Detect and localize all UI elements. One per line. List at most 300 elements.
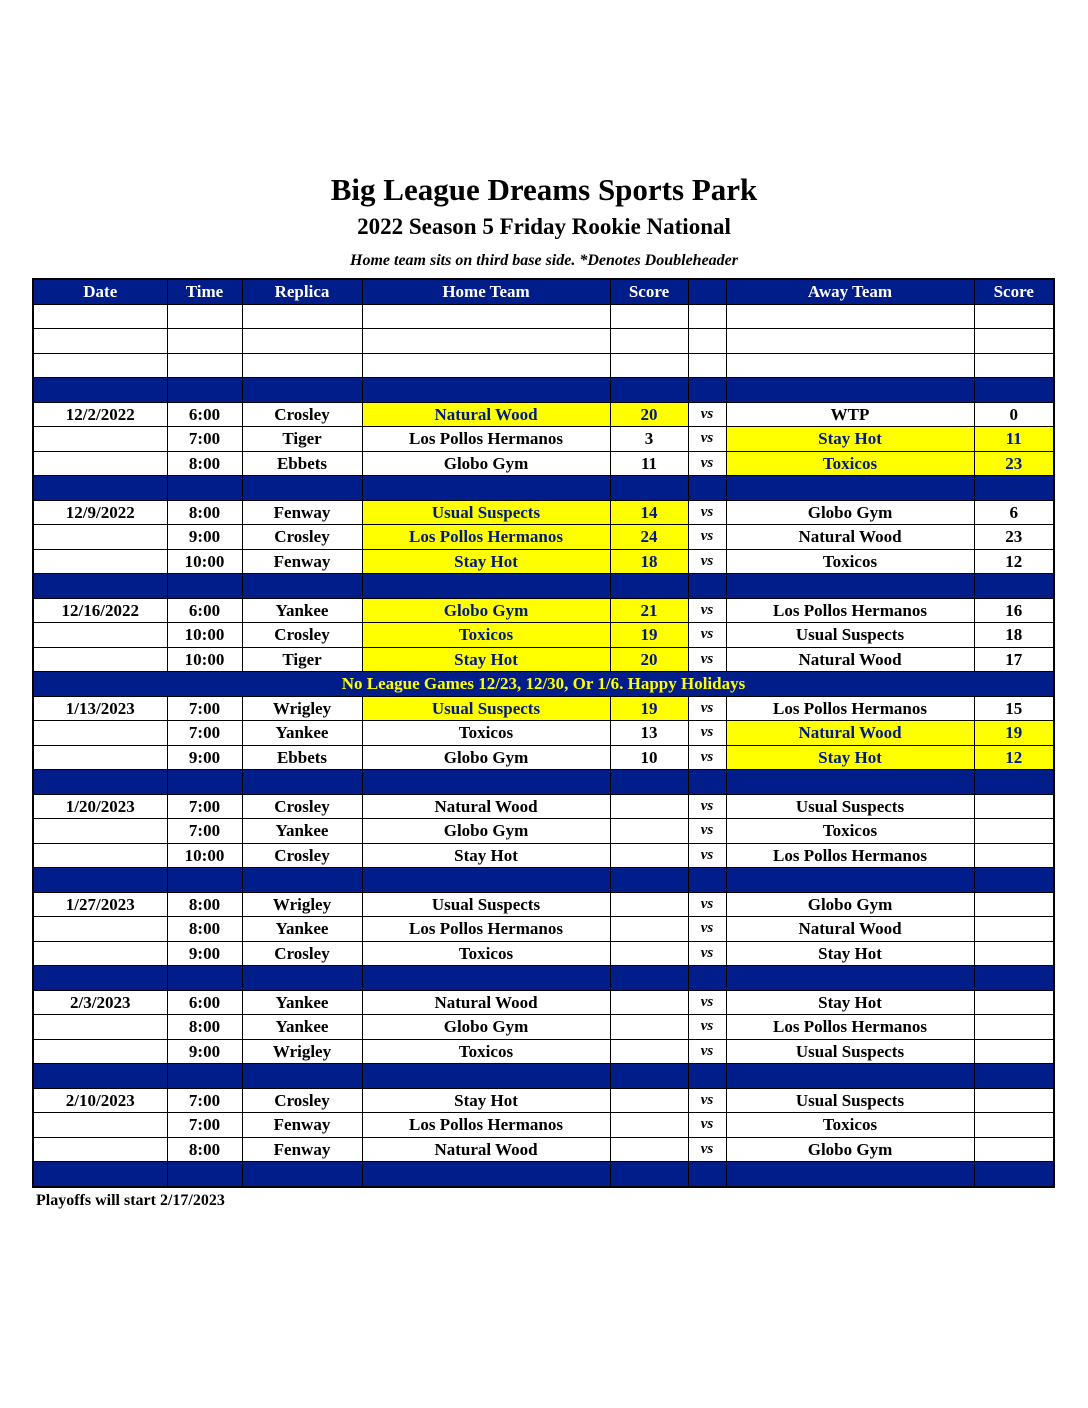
- date-cell: 1/13/2023: [33, 696, 167, 721]
- date-cell: [33, 647, 167, 672]
- separator-row: [33, 1064, 1054, 1089]
- header-note: Home team sits on third base side. *Denotes Doubleheader: [350, 252, 738, 269]
- home-score-cell: [610, 819, 688, 844]
- date-cell: [33, 623, 167, 648]
- game-row: [33, 1113, 1054, 1138]
- time-cell: 7:00: [167, 696, 242, 721]
- time-cell: 7:00: [167, 721, 242, 746]
- home-team-cell: Toxicos: [362, 941, 610, 966]
- replica-cell: Crosley: [242, 1088, 362, 1113]
- schedule-table: [32, 278, 1055, 1188]
- empty-cell: [688, 353, 726, 378]
- game-row: [33, 892, 1054, 917]
- away-team-cell: Stay Hot: [726, 745, 974, 770]
- empty-cell: [33, 868, 167, 893]
- date-cell: [33, 451, 167, 476]
- replica-cell: Yankee: [242, 990, 362, 1015]
- empty-cell: [33, 304, 167, 329]
- home-score-cell: [610, 1137, 688, 1162]
- time-cell: 10:00: [167, 843, 242, 868]
- empty-cell: [726, 868, 974, 893]
- home-team-cell: Usual Suspects: [362, 696, 610, 721]
- date-cell: 12/9/2022: [33, 500, 167, 525]
- date-cell: [33, 1039, 167, 1064]
- date-cell: 2/10/2023: [33, 1088, 167, 1113]
- time-cell: 7:00: [167, 427, 242, 452]
- empty-cell: [167, 868, 242, 893]
- empty-cell: [362, 574, 610, 599]
- replica-cell: Wrigley: [242, 1039, 362, 1064]
- vs-cell: vs: [688, 941, 726, 966]
- vs-cell: vs: [688, 427, 726, 452]
- away-score-cell: [974, 843, 1054, 868]
- empty-cell: [33, 574, 167, 599]
- empty-cell: [974, 329, 1054, 354]
- empty-cell: [610, 329, 688, 354]
- empty-cell: [33, 770, 167, 795]
- home-team-cell: Toxicos: [362, 721, 610, 746]
- away-score-cell: [974, 1113, 1054, 1138]
- col-header-date: Date: [33, 279, 167, 304]
- home-team-cell: Los Pollos Hermanos: [362, 427, 610, 452]
- vs-cell: vs: [688, 1039, 726, 1064]
- home-team-cell: Stay Hot: [362, 843, 610, 868]
- schedule-body: [33, 304, 1054, 1187]
- home-team-cell: Natural Wood: [362, 990, 610, 1015]
- empty-cell: [33, 329, 167, 354]
- home-team-cell: Stay Hot: [362, 1088, 610, 1113]
- empty-cell: [167, 1064, 242, 1089]
- home-score-cell: [610, 941, 688, 966]
- home-team-cell: Globo Gym: [362, 819, 610, 844]
- game-row: [33, 990, 1054, 1015]
- empty-cell: [362, 353, 610, 378]
- home-score-cell: 13: [610, 721, 688, 746]
- home-team-cell: Globo Gym: [362, 451, 610, 476]
- empty-cell: [167, 574, 242, 599]
- replica-cell: Ebbets: [242, 745, 362, 770]
- home-score-cell: 19: [610, 623, 688, 648]
- page-subtitle: 2022 Season 5 Friday Rookie National: [357, 214, 731, 239]
- empty-cell: [974, 378, 1054, 403]
- time-cell: 7:00: [167, 794, 242, 819]
- col-header-replica: Replica: [242, 279, 362, 304]
- date-cell: 1/20/2023: [33, 794, 167, 819]
- away-score-cell: 23: [974, 451, 1054, 476]
- time-cell: 7:00: [167, 819, 242, 844]
- date-cell: [33, 1113, 167, 1138]
- replica-cell: Crosley: [242, 623, 362, 648]
- away-score-cell: 6: [974, 500, 1054, 525]
- away-team-cell: Stay Hot: [726, 427, 974, 452]
- col-header-away-score: Score: [974, 279, 1054, 304]
- date-cell: 2/3/2023: [33, 990, 167, 1015]
- empty-cell: [610, 574, 688, 599]
- col-header-away-team: Away Team: [726, 279, 974, 304]
- empty-cell: [242, 966, 362, 991]
- separator-row: [33, 868, 1054, 893]
- time-cell: 8:00: [167, 917, 242, 942]
- date-cell: [33, 941, 167, 966]
- empty-cell: [726, 966, 974, 991]
- game-row: [33, 721, 1054, 746]
- time-cell: 6:00: [167, 402, 242, 427]
- away-score-cell: [974, 917, 1054, 942]
- away-team-cell: Los Pollos Hermanos: [726, 843, 974, 868]
- time-cell: 10:00: [167, 549, 242, 574]
- empty-cell: [974, 770, 1054, 795]
- time-cell: 8:00: [167, 1137, 242, 1162]
- vs-cell: vs: [688, 500, 726, 525]
- empty-cell: [610, 868, 688, 893]
- time-cell: 9:00: [167, 525, 242, 550]
- time-cell: 9:00: [167, 1039, 242, 1064]
- empty-cell: [688, 304, 726, 329]
- vs-cell: vs: [688, 402, 726, 427]
- away-team-cell: Natural Wood: [726, 917, 974, 942]
- game-row: [33, 745, 1054, 770]
- blank-row: [33, 304, 1054, 329]
- away-score-cell: 0: [974, 402, 1054, 427]
- home-team-cell: Natural Wood: [362, 402, 610, 427]
- away-score-cell: 12: [974, 745, 1054, 770]
- vs-cell: vs: [688, 745, 726, 770]
- game-row: [33, 623, 1054, 648]
- empty-cell: [33, 353, 167, 378]
- separator-row: [33, 378, 1054, 403]
- home-team-cell: Globo Gym: [362, 1015, 610, 1040]
- empty-cell: [362, 966, 610, 991]
- col-header-home-score: Score: [610, 279, 688, 304]
- game-row: [33, 696, 1054, 721]
- empty-cell: [610, 304, 688, 329]
- col-header-vs: [688, 279, 726, 304]
- away-score-cell: [974, 1137, 1054, 1162]
- date-cell: [33, 1015, 167, 1040]
- empty-cell: [688, 1064, 726, 1089]
- time-cell: 8:00: [167, 1015, 242, 1040]
- empty-cell: [610, 966, 688, 991]
- home-team-cell: Toxicos: [362, 623, 610, 648]
- game-row: [33, 1088, 1054, 1113]
- home-score-cell: [610, 1039, 688, 1064]
- vs-cell: vs: [688, 647, 726, 672]
- vs-cell: vs: [688, 696, 726, 721]
- empty-cell: [726, 574, 974, 599]
- replica-cell: Crosley: [242, 525, 362, 550]
- home-score-cell: 21: [610, 598, 688, 623]
- separator-row: [33, 966, 1054, 991]
- empty-cell: [242, 329, 362, 354]
- empty-cell: [33, 476, 167, 501]
- game-row: [33, 1015, 1054, 1040]
- empty-cell: [688, 476, 726, 501]
- date-cell: [33, 525, 167, 550]
- time-cell: 9:00: [167, 745, 242, 770]
- vs-cell: vs: [688, 451, 726, 476]
- home-score-cell: 3: [610, 427, 688, 452]
- empty-cell: [688, 1162, 726, 1187]
- empty-cell: [167, 329, 242, 354]
- header-row: [33, 279, 1054, 304]
- away-team-cell: Toxicos: [726, 819, 974, 844]
- date-cell: [33, 721, 167, 746]
- empty-cell: [726, 1064, 974, 1089]
- date-cell: 12/2/2022: [33, 402, 167, 427]
- game-row: [33, 451, 1054, 476]
- home-score-cell: 20: [610, 402, 688, 427]
- time-cell: 7:00: [167, 1088, 242, 1113]
- playoffs-note: Playoffs will start 2/17/2023: [36, 1192, 225, 1209]
- separator-row: [33, 476, 1054, 501]
- empty-cell: [688, 574, 726, 599]
- empty-cell: [167, 770, 242, 795]
- date-cell: [33, 745, 167, 770]
- empty-cell: [688, 966, 726, 991]
- time-cell: 6:00: [167, 990, 242, 1015]
- game-row: [33, 402, 1054, 427]
- empty-cell: [726, 353, 974, 378]
- empty-cell: [688, 868, 726, 893]
- replica-cell: Ebbets: [242, 451, 362, 476]
- home-score-cell: [610, 1113, 688, 1138]
- home-score-cell: 10: [610, 745, 688, 770]
- time-cell: 6:00: [167, 598, 242, 623]
- vs-cell: vs: [688, 843, 726, 868]
- away-team-cell: Los Pollos Hermanos: [726, 598, 974, 623]
- empty-cell: [242, 1162, 362, 1187]
- home-score-cell: 18: [610, 549, 688, 574]
- empty-cell: [33, 1064, 167, 1089]
- time-cell: 10:00: [167, 623, 242, 648]
- empty-cell: [242, 868, 362, 893]
- away-score-cell: 15: [974, 696, 1054, 721]
- empty-cell: [362, 304, 610, 329]
- empty-cell: [362, 329, 610, 354]
- empty-cell: [242, 476, 362, 501]
- away-team-cell: Natural Wood: [726, 525, 974, 550]
- empty-cell: [974, 476, 1054, 501]
- home-team-cell: Globo Gym: [362, 598, 610, 623]
- home-score-cell: [610, 892, 688, 917]
- away-team-cell: Stay Hot: [726, 990, 974, 1015]
- page-title: Big League Dreams Sports Park: [330, 172, 758, 207]
- replica-cell: Yankee: [242, 721, 362, 746]
- time-cell: 8:00: [167, 892, 242, 917]
- date-cell: 1/27/2023: [33, 892, 167, 917]
- time-cell: 7:00: [167, 1113, 242, 1138]
- replica-cell: Tiger: [242, 427, 362, 452]
- home-team-cell: Natural Wood: [362, 794, 610, 819]
- empty-cell: [167, 353, 242, 378]
- date-cell: [33, 1137, 167, 1162]
- empty-cell: [974, 966, 1054, 991]
- empty-cell: [726, 770, 974, 795]
- empty-cell: [362, 476, 610, 501]
- empty-cell: [610, 353, 688, 378]
- game-row: [33, 598, 1054, 623]
- date-cell: [33, 549, 167, 574]
- empty-cell: [362, 1064, 610, 1089]
- away-team-cell: Natural Wood: [726, 647, 974, 672]
- holiday-banner: No League Games 12/23, 12/30, Or 1/6. Happy Holidays: [33, 672, 1054, 697]
- empty-cell: [167, 1162, 242, 1187]
- vs-cell: vs: [688, 892, 726, 917]
- home-score-cell: [610, 1015, 688, 1040]
- home-team-cell: Globo Gym: [362, 745, 610, 770]
- replica-cell: Yankee: [242, 819, 362, 844]
- away-team-cell: WTP: [726, 402, 974, 427]
- home-team-cell: Stay Hot: [362, 647, 610, 672]
- replica-cell: Yankee: [242, 598, 362, 623]
- away-team-cell: Usual Suspects: [726, 623, 974, 648]
- blank-row: [33, 353, 1054, 378]
- away-score-cell: [974, 1088, 1054, 1113]
- away-score-cell: [974, 990, 1054, 1015]
- home-score-cell: [610, 990, 688, 1015]
- vs-cell: vs: [688, 623, 726, 648]
- empty-cell: [167, 966, 242, 991]
- home-score-cell: [610, 843, 688, 868]
- away-team-cell: Natural Wood: [726, 721, 974, 746]
- home-team-cell: Usual Suspects: [362, 892, 610, 917]
- away-score-cell: [974, 794, 1054, 819]
- game-row: [33, 549, 1054, 574]
- replica-cell: Crosley: [242, 941, 362, 966]
- game-row: [33, 427, 1054, 452]
- col-header-home-team: Home Team: [362, 279, 610, 304]
- time-cell: 10:00: [167, 647, 242, 672]
- empty-cell: [974, 868, 1054, 893]
- empty-cell: [610, 770, 688, 795]
- away-team-cell: Los Pollos Hermanos: [726, 1015, 974, 1040]
- blank-row: [33, 329, 1054, 354]
- replica-cell: Wrigley: [242, 696, 362, 721]
- time-cell: 9:00: [167, 941, 242, 966]
- replica-cell: Crosley: [242, 794, 362, 819]
- away-team-cell: Toxicos: [726, 451, 974, 476]
- away-team-cell: Globo Gym: [726, 892, 974, 917]
- away-score-cell: 11: [974, 427, 1054, 452]
- home-score-cell: 14: [610, 500, 688, 525]
- empty-cell: [33, 1162, 167, 1187]
- game-row: [33, 1039, 1054, 1064]
- away-team-cell: Toxicos: [726, 1113, 974, 1138]
- empty-cell: [726, 476, 974, 501]
- empty-cell: [242, 1064, 362, 1089]
- vs-cell: vs: [688, 990, 726, 1015]
- away-score-cell: [974, 941, 1054, 966]
- vs-cell: vs: [688, 917, 726, 942]
- away-team-cell: Globo Gym: [726, 500, 974, 525]
- game-row: [33, 500, 1054, 525]
- home-team-cell: Usual Suspects: [362, 500, 610, 525]
- col-header-time: Time: [167, 279, 242, 304]
- empty-cell: [362, 868, 610, 893]
- vs-cell: vs: [688, 525, 726, 550]
- empty-cell: [362, 1162, 610, 1187]
- empty-cell: [242, 353, 362, 378]
- empty-cell: [610, 1064, 688, 1089]
- away-score-cell: 17: [974, 647, 1054, 672]
- away-team-cell: Los Pollos Hermanos: [726, 696, 974, 721]
- empty-cell: [726, 1162, 974, 1187]
- date-cell: [33, 843, 167, 868]
- time-cell: 8:00: [167, 500, 242, 525]
- empty-cell: [974, 353, 1054, 378]
- vs-cell: vs: [688, 819, 726, 844]
- game-row: [33, 647, 1054, 672]
- vs-cell: vs: [688, 598, 726, 623]
- home-score-cell: [610, 794, 688, 819]
- separator-row: [33, 1162, 1054, 1187]
- replica-cell: Fenway: [242, 549, 362, 574]
- away-score-cell: 12: [974, 549, 1054, 574]
- away-score-cell: 16: [974, 598, 1054, 623]
- home-score-cell: 11: [610, 451, 688, 476]
- date-cell: [33, 917, 167, 942]
- away-team-cell: Usual Suspects: [726, 794, 974, 819]
- away-team-cell: Globo Gym: [726, 1137, 974, 1162]
- home-score-cell: 20: [610, 647, 688, 672]
- away-score-cell: 19: [974, 721, 1054, 746]
- away-score-cell: [974, 1015, 1054, 1040]
- empty-cell: [242, 574, 362, 599]
- empty-cell: [33, 966, 167, 991]
- home-team-cell: Toxicos: [362, 1039, 610, 1064]
- away-score-cell: [974, 892, 1054, 917]
- home-team-cell: Natural Wood: [362, 1137, 610, 1162]
- vs-cell: vs: [688, 721, 726, 746]
- empty-cell: [167, 378, 242, 403]
- home-score-cell: [610, 917, 688, 942]
- empty-cell: [974, 1162, 1054, 1187]
- empty-cell: [242, 378, 362, 403]
- home-team-cell: Los Pollos Hermanos: [362, 1113, 610, 1138]
- replica-cell: Fenway: [242, 1113, 362, 1138]
- vs-cell: vs: [688, 1137, 726, 1162]
- game-row: [33, 917, 1054, 942]
- replica-cell: Fenway: [242, 1137, 362, 1162]
- vs-cell: vs: [688, 1113, 726, 1138]
- separator-row: [33, 574, 1054, 599]
- replica-cell: Yankee: [242, 917, 362, 942]
- replica-cell: Yankee: [242, 1015, 362, 1040]
- empty-cell: [688, 770, 726, 795]
- empty-cell: [726, 378, 974, 403]
- away-score-cell: 18: [974, 623, 1054, 648]
- replica-cell: Crosley: [242, 843, 362, 868]
- vs-cell: vs: [688, 794, 726, 819]
- game-row: [33, 843, 1054, 868]
- vs-cell: vs: [688, 1088, 726, 1113]
- date-cell: 12/16/2022: [33, 598, 167, 623]
- empty-cell: [167, 476, 242, 501]
- home-team-cell: Los Pollos Hermanos: [362, 525, 610, 550]
- empty-cell: [688, 329, 726, 354]
- away-score-cell: 23: [974, 525, 1054, 550]
- home-team-cell: Stay Hot: [362, 549, 610, 574]
- empty-cell: [726, 329, 974, 354]
- empty-cell: [974, 304, 1054, 329]
- replica-cell: Fenway: [242, 500, 362, 525]
- away-team-cell: Toxicos: [726, 549, 974, 574]
- vs-cell: vs: [688, 1015, 726, 1040]
- game-row: [33, 819, 1054, 844]
- empty-cell: [362, 770, 610, 795]
- empty-cell: [362, 378, 610, 403]
- replica-cell: Crosley: [242, 402, 362, 427]
